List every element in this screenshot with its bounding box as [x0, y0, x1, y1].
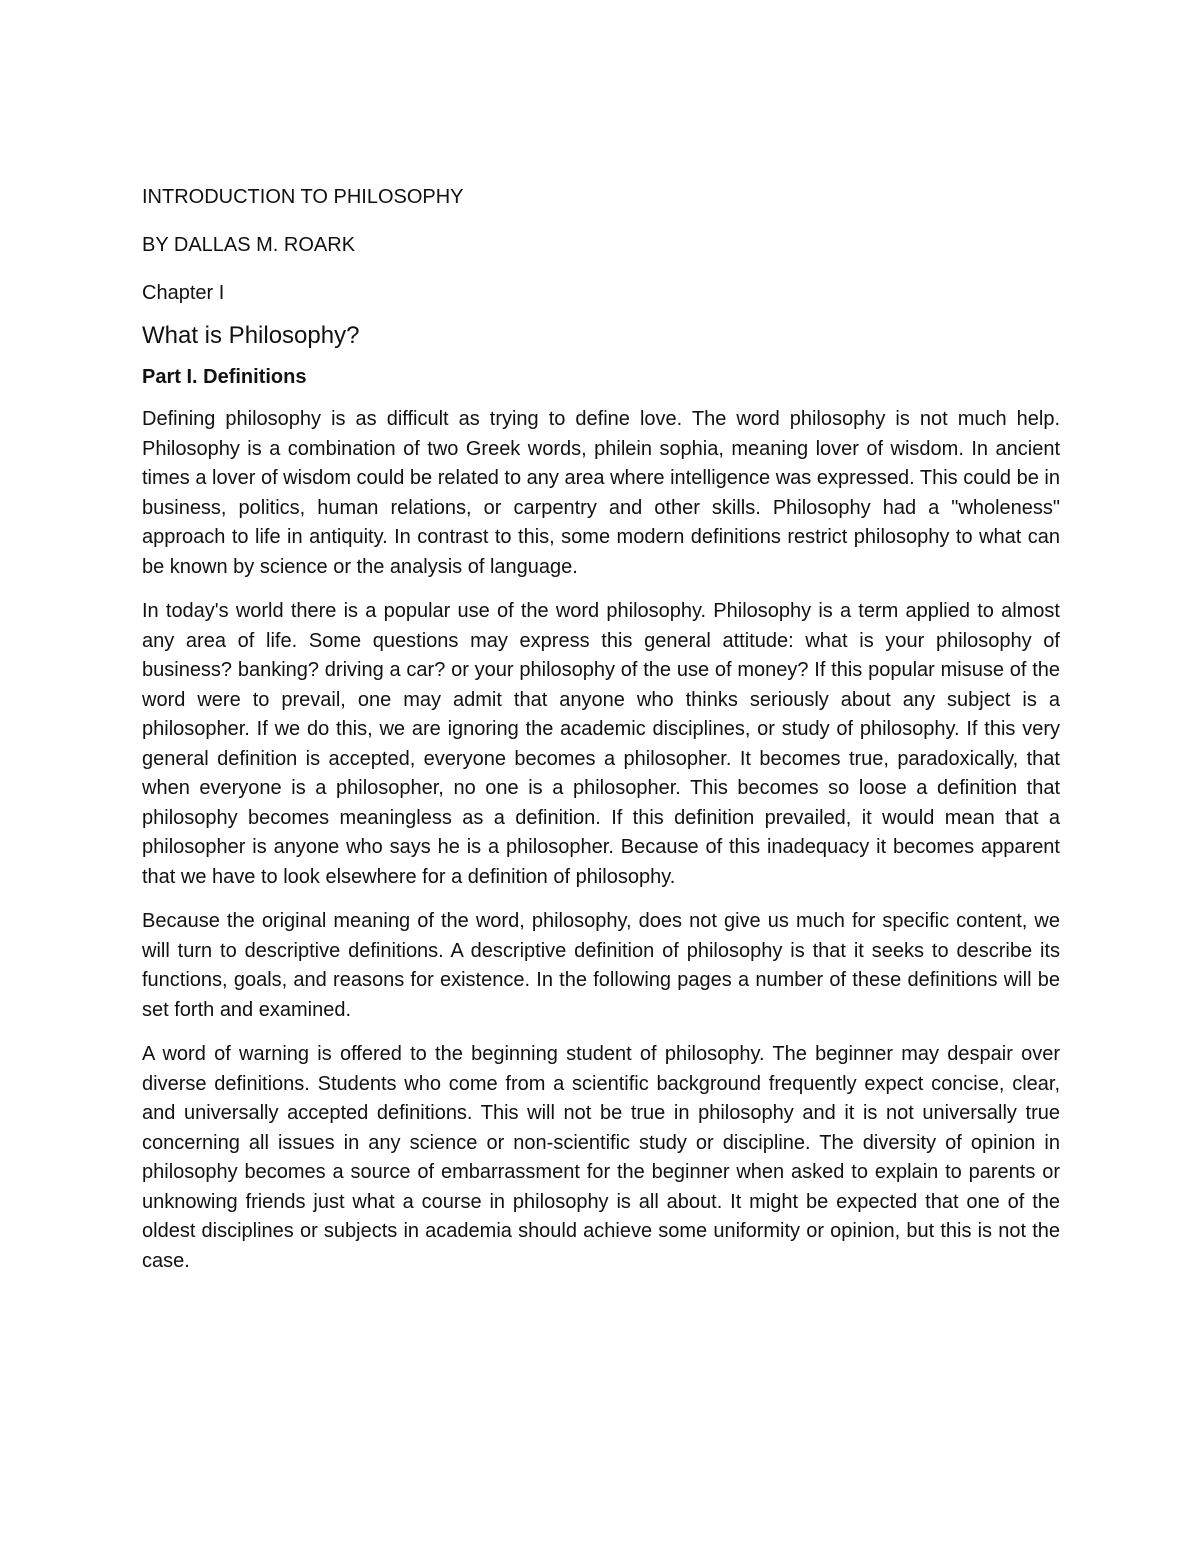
section-heading: Part I. Definitions [142, 366, 307, 388]
book-title: INTRODUCTION TO PHILOSOPHY [142, 186, 464, 208]
chapter-label: Chapter I [142, 282, 225, 304]
author-line: BY DALLAS M. ROARK [142, 234, 356, 256]
chapter-title: What is Philosophy? [142, 322, 360, 349]
paragraph-1: Defining philosophy is as difficult as trying to define love. The word philosophy is not much help. Philosophy is a combination of two Greek words, philein sophia, meaning lover of wisdom. In ancient times a lover of wisdom could be related to any area where intelligence was expressed. This could be in business, politics, human relations, or carpentry and other skills. Philosophy had a "wholeness" approach to life in antiquity. In contrast to this, some modern definitions restrict philosophy to what can be known by science or the analysis of language. [142, 408, 1060, 578]
paragraph-4: A word of warning is offered to the beginning student of philosophy. The beginner may despair over diverse definitions. Students who come from a scientific background frequently expect concise, clear, and universally accepted definitions. This will not be true in philosophy and it is not universally true concerning all issues in any science or non-scientific study or discipline. The diversity of opinion in philosophy becomes a source of embarrassment for the beginner when asked to explain to parents or unknowing friends just what a course in philosophy is all about. It might be expected that one of the oldest disciplines or subjects in academia should achieve some uniformity or opinion, but this is not the case. [142, 1043, 1060, 1272]
paragraph-3: Because the original meaning of the word, philosophy, does not give us much for specific content, we will turn to descriptive definitions. A descriptive definition of philosophy is that it seeks to describe its functions, goals, and reasons for existence. In the following pages a number of these definitions will be set forth and examined. [142, 910, 1060, 1021]
paragraph-2: In today's world there is a popular use of the word philosophy. Philosophy is a term applied to almost any area of life. Some questions may express this general attitude: what is your philosophy of business? banking? driving a car? or your philosophy of the use of money? If this popular misuse of the word were to prevail, one may admit that anyone who thinks seriously about any subject is a philosopher. If we do this, we are ignoring the academic disciplines, or study of philosophy. If this very general definition is accepted, everyone becomes a philosopher. It becomes true, paradoxically, that when everyone is a philosopher, no one is a philosopher. This becomes so loose a definition that philosophy becomes meaningless as a definition. If this definition prevailed, it would mean that a philosopher is anyone who says he is a philosopher. Because of this inadequacy it becomes apparent that we have to look elsewhere for a definition of philosophy. [142, 600, 1060, 888]
document-page [142, 183, 1060, 1291]
